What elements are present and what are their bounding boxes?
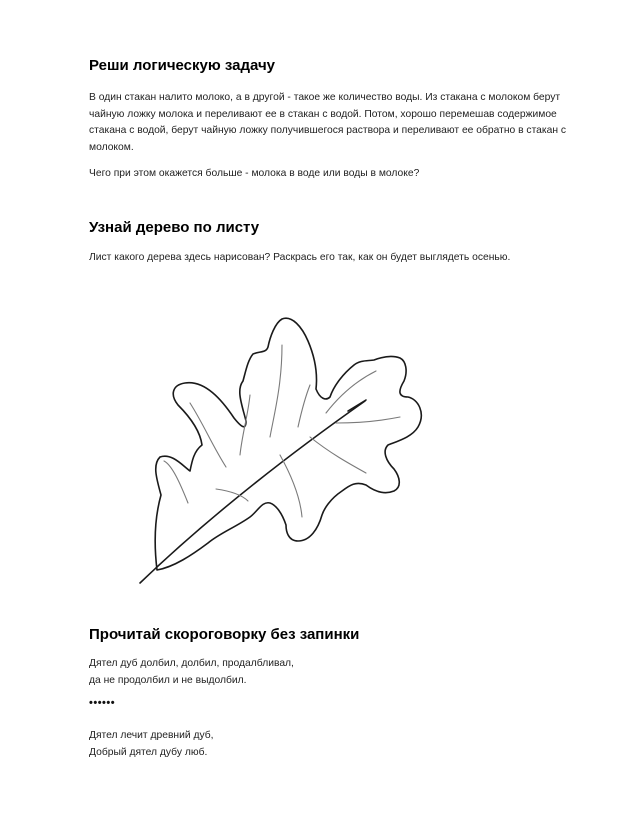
leaf-vein xyxy=(336,417,400,423)
logic-question: Чего при этом окажется больше - молока в воде или воды в молоке? xyxy=(89,168,420,179)
tree-prompt: Лист какого дерева здесь нарисован? Раскрась его так, как он будет выглядеть осенью. xyxy=(89,252,511,263)
leaf-stem-tip xyxy=(348,400,366,411)
leaf-vein xyxy=(298,385,310,427)
logic-problem-text xyxy=(89,90,594,156)
leaf-vein xyxy=(326,371,376,413)
verse-line: Дятел дуб долбил, долбил, продалбливал, xyxy=(89,658,294,669)
verse-line: Добрый дятел дубу люб. xyxy=(89,746,208,758)
leaf-vein xyxy=(190,403,226,467)
text-line: молоком. xyxy=(89,141,134,153)
leaf-vein xyxy=(270,345,282,437)
leaf-vein xyxy=(310,437,366,473)
leaf-midrib xyxy=(140,401,365,583)
leaf-vein xyxy=(216,489,248,501)
leaf-vein xyxy=(280,455,302,517)
oak-leaf-drawing xyxy=(130,305,440,590)
text-line: стакана с водой, берут чайную ложку получившегося раствора и переливают ее обратно в стакан с xyxy=(89,125,567,136)
tongue-twister-1 xyxy=(89,656,594,689)
section-title-tree: Узнай дерево по листу xyxy=(89,219,260,236)
text-line: чайную ложку молока и переливают ее в стакан с водой. Потом, хорошо перемешав содержимое xyxy=(89,108,557,120)
separator-dots: •••••• xyxy=(89,697,116,709)
section-title-tongue-twister: Прочитай скороговорку без запинки xyxy=(89,626,360,643)
tongue-twister-2 xyxy=(89,728,594,761)
section-title-logic: Реши логическую задачу xyxy=(89,57,275,74)
verse-line: да не продолбил и не выдолбил. xyxy=(89,674,247,686)
verse-line: Дятел лечит древний дуб, xyxy=(89,730,214,741)
text-line: В один стакан налито молоко, а в другой - такое же количество воды. Из стакана с молоком берут xyxy=(89,92,561,103)
